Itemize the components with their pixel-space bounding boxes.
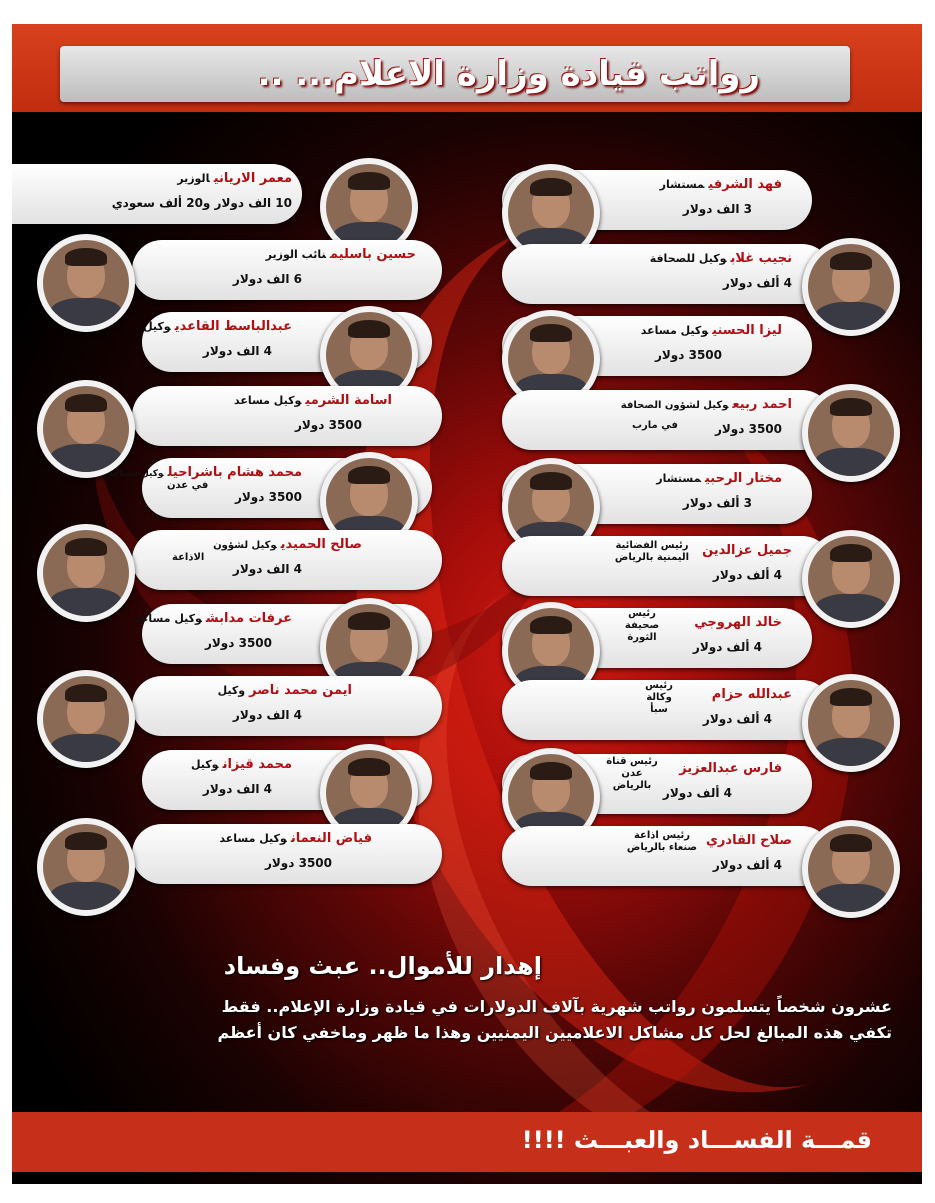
salary-amount: 4 الف دولار [202, 782, 272, 796]
salary-card-left-5 [32, 524, 452, 598]
person-name: محمد قيزانوكيل [190, 757, 292, 772]
salary-card-left-8 [12, 744, 422, 818]
salary-card-right-3 [502, 384, 902, 458]
salary-amount: 4 الف دولار [202, 344, 272, 358]
person-name: عبدالباسط القاعديوكيل [143, 319, 292, 334]
extra-note: رئيس اذاعة صنعاء بالرياض [626, 830, 698, 853]
title-bar [60, 46, 850, 102]
extra-note: رئيس صحيفة الثورة [624, 608, 660, 643]
bottom-banner [12, 1112, 922, 1172]
extra-note: في عدن [167, 480, 209, 491]
salary-amount: 3500 دولار [264, 856, 332, 870]
salary-amount: 4 الف دولار [232, 708, 302, 722]
person-name: اسامة الشرميوكيل مساعد [233, 393, 392, 408]
salary-amount: 6 الف دولار [232, 272, 302, 286]
salary-card-right-8 [502, 748, 902, 822]
extra-note: في مارب [632, 420, 678, 431]
salary-card-left-3 [32, 380, 452, 454]
person-name: حسين باسليمنائب الوزير [265, 247, 416, 262]
person-name: احمد ربيعوكيل لشؤون الصحافة [620, 397, 792, 412]
person-photo [802, 820, 900, 918]
footer-text: قمـــة الفســـاد والعبـــث !!!! [521, 1126, 872, 1154]
person-name: فهد الشرفيمستشار [659, 177, 782, 192]
person-name: ليزا الحسنيوكيل مساعد [640, 323, 782, 338]
salary-amount: 10 الف دولار و20 ألف سعودي [111, 196, 292, 210]
salary-card-left-1 [32, 234, 452, 308]
salary-card-right-0 [502, 164, 902, 238]
salary-amount: 3500 دولار [294, 418, 362, 432]
person-name: صالح الحميديوكيل لشؤون [213, 537, 362, 552]
person-name: صلاح القادري [706, 833, 792, 848]
person-name: جميل عزالدين [702, 543, 792, 558]
extra-note: الاذاعة [172, 552, 205, 563]
person-name: عبدالله حزام [711, 687, 792, 702]
salary-amount: 4 ألف دولار [702, 712, 772, 726]
poster-background [12, 24, 922, 1184]
salary-card-right-1 [502, 238, 902, 312]
person-name: محمد هشام باشراحيلوكيل مساعد [108, 465, 302, 480]
salary-card-left-7 [32, 670, 452, 744]
salary-amount: 3 ألف دولار [682, 496, 752, 510]
salary-card-right-7 [502, 674, 902, 748]
extra-note: رئيس وكالة سبأ [645, 680, 673, 715]
top-banner [12, 24, 922, 112]
salary-amount: 3500 دولار [234, 490, 302, 504]
salary-amount: 3500 دولار [654, 348, 722, 362]
salary-card-right-9 [502, 820, 902, 894]
salary-amount: 4 ألف دولار [692, 640, 762, 654]
person-name: عرفات مدابشوكيل مساعد [134, 611, 292, 626]
salary-card-left-6 [12, 598, 422, 672]
person-name: معمر الاريانيالوزير [177, 171, 292, 186]
body-paragraph: عشرون شخصاً يتسلمون رواتب شهرية بآلاف الدولارات في قيادة وزارة الإعلام.. فقط تكفي هذه المبالغ لحل كل مشاكل الاعلاميين اليمنيين وهذا ما ظهر وماخفي كان أعظم [217, 997, 892, 1042]
salary-card-left-0 [12, 158, 422, 232]
salary-card-left-2 [12, 306, 422, 380]
salary-amount: 4 الف دولار [232, 562, 302, 576]
person-name: ايمن محمد ناصروكيل [217, 683, 352, 698]
salary-card-right-6 [502, 602, 902, 676]
headline: إهدار للأموال.. عبث وفساد [223, 952, 542, 980]
salary-amount: 3 الف دولار [682, 202, 752, 216]
salary-card-right-2 [502, 310, 902, 384]
person-name: خالد الهروجي [694, 615, 782, 630]
salary-card-left-9 [32, 818, 452, 892]
salary-amount: 4 ألف دولار [712, 858, 782, 872]
salary-card-left-4 [12, 452, 422, 526]
page-title: رواتب قيادة وزارة الاعلام... .. [257, 54, 760, 94]
salary-amount: 4 ألف دولار [712, 568, 782, 582]
extra-note: رئيس الفضائية اليمنية بالرياض [614, 540, 690, 563]
salary-amount: 3500 دولار [714, 422, 782, 436]
salary-amount: 3500 دولار [204, 636, 272, 650]
person-photo [37, 818, 135, 916]
person-name: نجيب غلابوكيل للصحافة [649, 251, 792, 266]
salary-amount: 4 ألف دولار [722, 276, 792, 290]
salary-card-right-4 [502, 458, 902, 532]
person-name: فياض النعمانوكيل مساعد [219, 831, 372, 846]
person-name: فارس عبدالعزيز [679, 761, 782, 776]
extra-note: رئيس قناة عدن بالرياض [606, 756, 658, 791]
salary-amount: 4 ألف دولار [662, 786, 732, 800]
salary-card-right-5 [502, 530, 902, 604]
person-name: مختار الرحبيمستشار [656, 471, 782, 486]
